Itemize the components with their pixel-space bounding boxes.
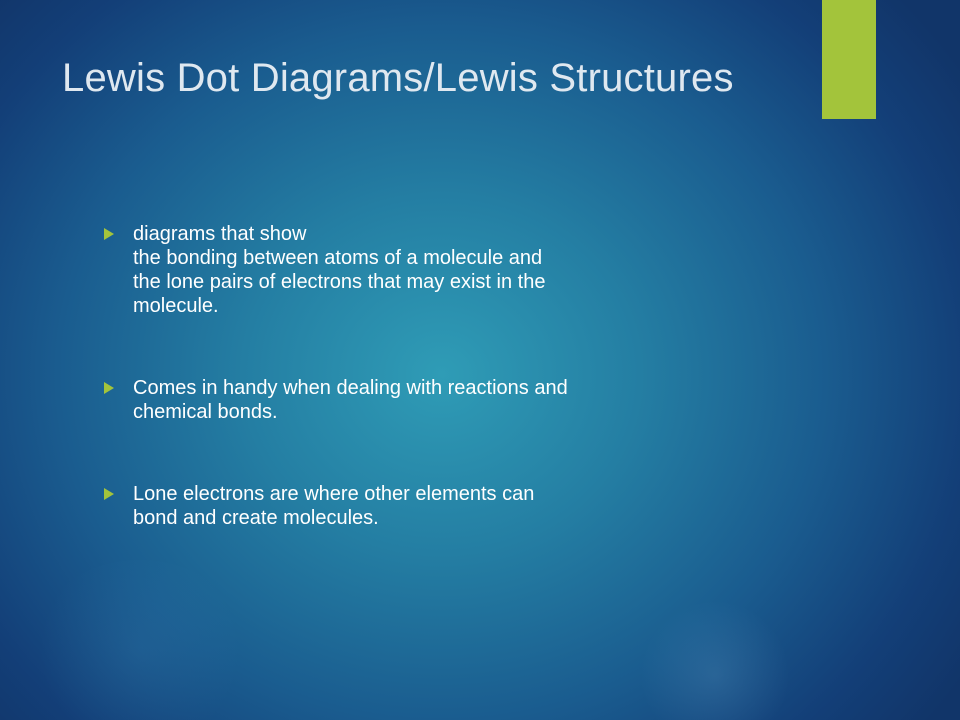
bullet-arrow-icon	[104, 228, 114, 240]
bullet-list	[104, 222, 794, 530]
bullet-arrow-icon	[104, 488, 114, 500]
bullet-item	[104, 222, 794, 318]
background-glow	[640, 600, 790, 720]
accent-bar	[822, 0, 876, 119]
bullet-text-line: the lone pairs of electrons that may exist in the	[133, 271, 546, 293]
bullet-text-line: the bonding between atoms of a molecule and	[133, 247, 543, 269]
bullet-arrow-icon	[104, 382, 114, 394]
bullet-text-line: Comes in handy when dealing with reactions and	[133, 377, 568, 399]
bullet-item	[104, 376, 794, 424]
bullet-text-line: chemical bonds.	[133, 401, 278, 423]
slide-title: Lewis Dot Diagrams/Lewis Structures	[62, 56, 734, 100]
bullet-text-line: diagrams that show	[133, 223, 307, 245]
bullet-item	[104, 482, 794, 530]
bullet-text-line: molecule.	[133, 295, 219, 317]
bullet-text-line: Lone electrons are where other elements can	[133, 483, 535, 505]
bullet-text-line: bond and create molecules.	[133, 507, 379, 529]
background-glow	[30, 560, 250, 720]
